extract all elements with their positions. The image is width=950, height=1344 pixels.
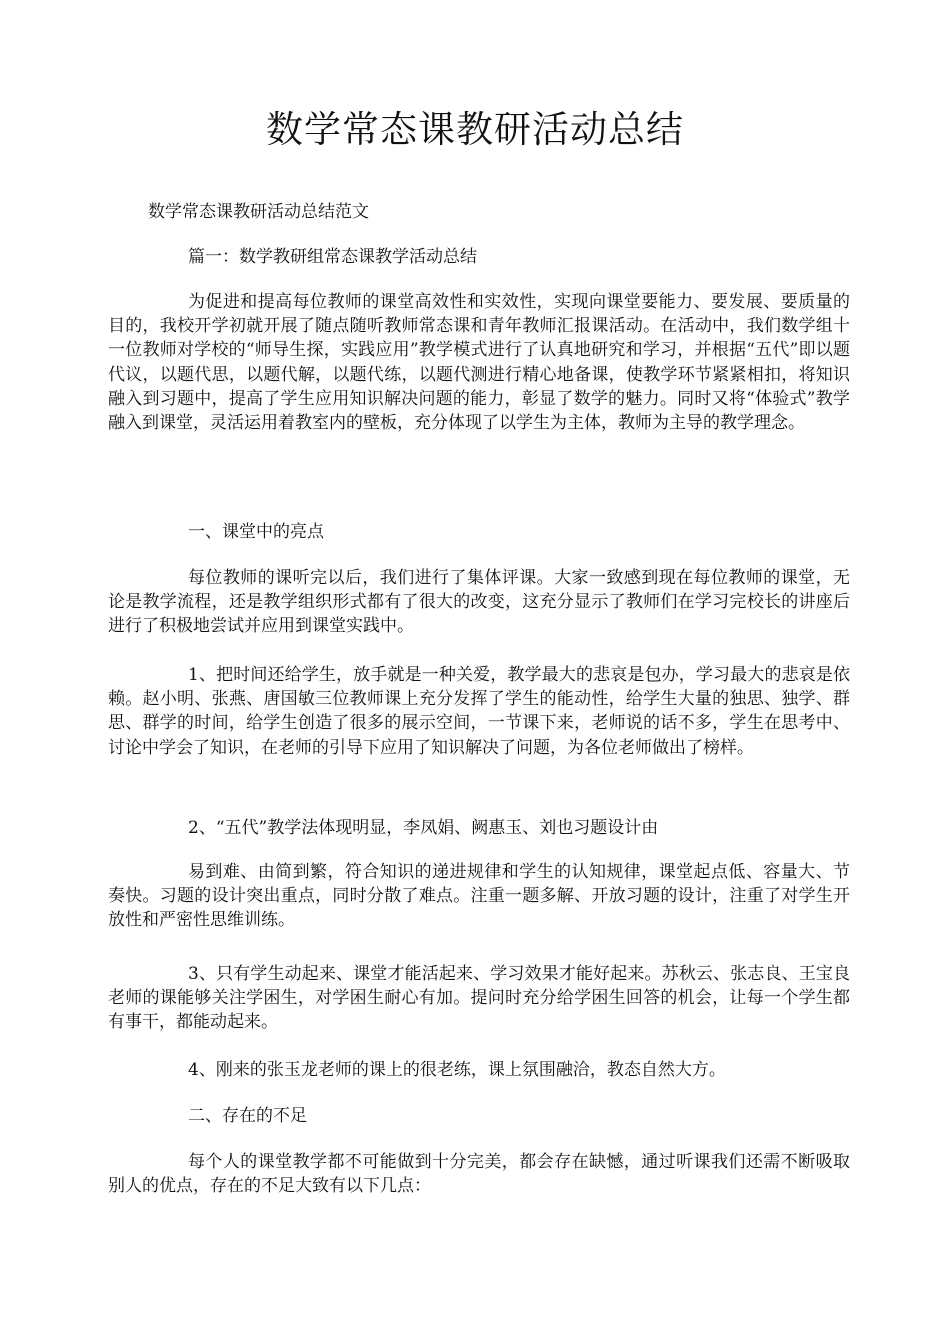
point2-heading-line: 2、“五代”教学法体现明显，李凤娟、阙惠玉、刘也习题设计由 bbox=[188, 818, 659, 838]
part-heading: 篇一：数学教研组常态课教学活动总结 bbox=[188, 247, 477, 267]
point4-paragraph: 4、刚来的张玉龙老师的课上的很老练，课上氛围融洽，教态自然大方。 bbox=[188, 1060, 726, 1080]
section2-paragraph: 每个人的课堂教学都不可能做到十分完美，都会存在缺憾，通过听课我们还需不断吸取别人的优点，存在的不足大致有以下几点： bbox=[108, 1152, 850, 1197]
document-title: 数学常态课教研活动总结 bbox=[266, 108, 684, 151]
point2-paragraph: 易到难、由简到繁，符合知识的递进规律和学生的认知规律，课堂起点低、容量大、节奏快。习题的设计突出重点，同时分散了难点。注重一题多解、开放习题的设计，注重了对学生开放性和严密性思维训练。 bbox=[108, 862, 850, 931]
section1-paragraph: 每位教师的课听完以后，我们进行了集体评课。大家一致感到现在每位教师的课堂，无论是教学流程，还是教学组织形式都有了很大的改变，这充分显示了教师们在学习完校长的讲座后进行了积极地尝试并应用到课堂实践中。 bbox=[108, 568, 850, 637]
point1-paragraph: 1、把时间还给学生，放手就是一种关爱，教学最大的悲哀是包办，学习最大的悲哀是依赖。赵小明、张燕、唐国敏三位教师课上充分发挥了学生的能动性，给学生大量的独思、独学、群思、群学的时间，给学生创造了很多的展示空间，一节课下来，老师说的话不多，学生在思考中、讨论中学会了知识，在老师的引导下应用了知识解决了问题，为各位老师做出了榜样。 bbox=[108, 665, 850, 758]
point3-paragraph: 3、只有学生动起来、课堂才能活起来、学习效果才能好起来。苏秋云、张志良、王宝良老师的课能够关注学困生，对学困生耐心有加。提问时充分给学困生回答的机会，让每一个学生都有事干，都能动起来。 bbox=[108, 964, 850, 1033]
section1-heading: 一、课堂中的亮点 bbox=[188, 522, 324, 542]
document-subtitle: 数学常态课教研活动总结范文 bbox=[148, 202, 369, 222]
section2-heading: 二、存在的不足 bbox=[188, 1106, 307, 1126]
intro-paragraph: 为促进和提高每位教师的课堂高效性和实效性，实现向课堂要能力、要发展、要质量的目的，我校开学初就开展了随点随听教师常态课和青年教师汇报课活动。在活动中，我们数学组十一位教师对学校的“师导生探，实践应用”教学模式进行了认真地研究和学习，并根据“五代”即以题代议，以题代思，以题代解，以题代练，以题代测进行精心地备课，使教学环节紧紧相扣，将知识融入到习题中，提高了学生应用知识解决问题的能力，彰显了数学的魅力。同时又将“体验式”教学融入到课堂，灵活运用着教室内的壁板，充分体现了以学生为主体，教师为主导的教学理念。 bbox=[108, 292, 850, 434]
